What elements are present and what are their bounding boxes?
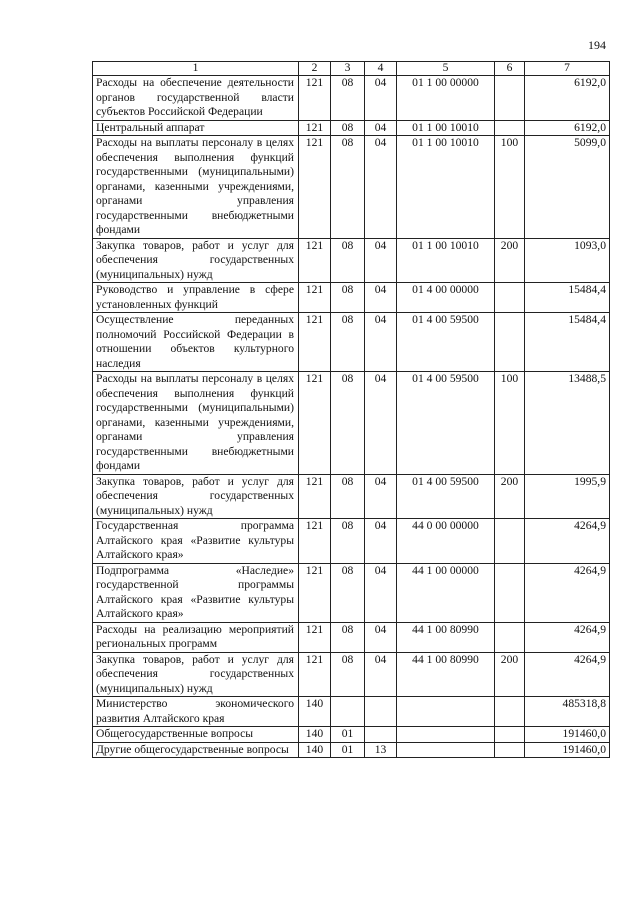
admin-code-cell: 140 xyxy=(299,727,331,743)
expense-type-cell: 200 xyxy=(495,474,525,519)
target-article-cell: 44 0 00 00000 xyxy=(397,519,495,564)
column-header-7: 7 xyxy=(525,62,610,76)
column-header-2: 2 xyxy=(299,62,331,76)
row-name-cell: Закупка товаров, работ и услуг для обеспечения государственных (муниципальных) нужд xyxy=(93,652,299,697)
target-article-cell: 01 1 00 10010 xyxy=(397,238,495,283)
admin-code-cell: 121 xyxy=(299,622,331,652)
subsection-cell: 04 xyxy=(365,519,397,564)
subsection-cell: 04 xyxy=(365,563,397,622)
admin-code-cell: 140 xyxy=(299,742,331,758)
table-row xyxy=(93,372,610,475)
subsection-cell: 04 xyxy=(365,372,397,475)
section-cell: 08 xyxy=(331,313,365,372)
table-row xyxy=(93,519,610,564)
target-article-cell: 44 1 00 80990 xyxy=(397,622,495,652)
amount-cell: 485318,8 xyxy=(525,697,610,727)
amount-cell: 6192,0 xyxy=(525,76,610,121)
section-cell: 08 xyxy=(331,372,365,475)
table-row xyxy=(93,283,610,313)
subsection-cell xyxy=(365,727,397,743)
subsection-cell: 04 xyxy=(365,652,397,697)
section-cell: 08 xyxy=(331,136,365,239)
target-article-cell xyxy=(397,697,495,727)
target-article-cell: 01 4 00 59500 xyxy=(397,474,495,519)
section-cell: 08 xyxy=(331,519,365,564)
subsection-cell: 13 xyxy=(365,742,397,758)
expense-type-cell: 200 xyxy=(495,238,525,283)
table-row xyxy=(93,474,610,519)
row-name-cell: Закупка товаров, работ и услуг для обеспечения государственных (муниципальных) нужд xyxy=(93,238,299,283)
section-cell xyxy=(331,697,365,727)
amount-cell: 4264,9 xyxy=(525,622,610,652)
column-header-1: 1 xyxy=(93,62,299,76)
target-article-cell: 44 1 00 80990 xyxy=(397,652,495,697)
subsection-cell: 04 xyxy=(365,283,397,313)
section-cell: 01 xyxy=(331,742,365,758)
expense-type-cell: 100 xyxy=(495,372,525,475)
budget-table xyxy=(92,61,610,758)
row-name-cell: Руководство и управление в сфере установленных функций xyxy=(93,283,299,313)
subsection-cell: 04 xyxy=(365,76,397,121)
subsection-cell xyxy=(365,697,397,727)
column-header-6: 6 xyxy=(495,62,525,76)
table-row xyxy=(93,76,610,121)
page-number: 194 xyxy=(588,38,606,52)
expense-type-cell xyxy=(495,519,525,564)
amount-cell: 13488,5 xyxy=(525,372,610,475)
row-name-cell: Центральный аппарат xyxy=(93,120,299,136)
section-cell: 08 xyxy=(331,622,365,652)
expense-type-cell xyxy=(495,313,525,372)
row-name-cell: Другие общегосударственные вопросы xyxy=(93,742,299,758)
admin-code-cell: 121 xyxy=(299,313,331,372)
table-row xyxy=(93,136,610,239)
row-name-cell: Общегосударственные вопросы xyxy=(93,727,299,743)
expense-type-cell xyxy=(495,120,525,136)
target-article-cell: 01 1 00 00000 xyxy=(397,76,495,121)
header-row xyxy=(93,62,610,76)
target-article-cell xyxy=(397,742,495,758)
table-row xyxy=(93,120,610,136)
subsection-cell: 04 xyxy=(365,313,397,372)
subsection-cell: 04 xyxy=(365,238,397,283)
table-row xyxy=(93,313,610,372)
expense-type-cell xyxy=(495,697,525,727)
amount-cell: 1093,0 xyxy=(525,238,610,283)
row-name-cell: Расходы на выплаты персоналу в целях обеспечения выполнения функций государственными (муниципальными) органами, казенными учреждениями, органами управления государственными внебюджетными фондами xyxy=(93,136,299,239)
admin-code-cell: 121 xyxy=(299,652,331,697)
subsection-cell: 04 xyxy=(365,622,397,652)
table-row xyxy=(93,727,610,743)
amount-cell: 6192,0 xyxy=(525,120,610,136)
expense-type-cell xyxy=(495,283,525,313)
section-cell: 08 xyxy=(331,474,365,519)
section-cell: 08 xyxy=(331,652,365,697)
section-cell: 08 xyxy=(331,563,365,622)
admin-code-cell: 121 xyxy=(299,120,331,136)
amount-cell: 1995,9 xyxy=(525,474,610,519)
target-article-cell: 01 4 00 00000 xyxy=(397,283,495,313)
expense-type-cell xyxy=(495,76,525,121)
expense-type-cell xyxy=(495,727,525,743)
column-header-5: 5 xyxy=(397,62,495,76)
column-header-3: 3 xyxy=(331,62,365,76)
amount-cell: 4264,9 xyxy=(525,652,610,697)
admin-code-cell: 140 xyxy=(299,697,331,727)
column-header-4: 4 xyxy=(365,62,397,76)
target-article-cell: 01 4 00 59500 xyxy=(397,313,495,372)
row-name-cell: Подпрограмма «Наследие» государственной программы Алтайского края «Развитие культуры Алтайского края» xyxy=(93,563,299,622)
row-name-cell: Государственная программа Алтайского края «Развитие культуры Алтайского края» xyxy=(93,519,299,564)
admin-code-cell: 121 xyxy=(299,283,331,313)
admin-code-cell: 121 xyxy=(299,474,331,519)
section-cell: 01 xyxy=(331,727,365,743)
target-article-cell: 01 4 00 59500 xyxy=(397,372,495,475)
amount-cell: 15484,4 xyxy=(525,283,610,313)
table-row xyxy=(93,238,610,283)
section-cell: 08 xyxy=(331,76,365,121)
table-row xyxy=(93,697,610,727)
amount-cell: 191460,0 xyxy=(525,727,610,743)
table-row xyxy=(93,652,610,697)
amount-cell: 4264,9 xyxy=(525,563,610,622)
amount-cell: 5099,0 xyxy=(525,136,610,239)
admin-code-cell: 121 xyxy=(299,563,331,622)
amount-cell: 15484,4 xyxy=(525,313,610,372)
admin-code-cell: 121 xyxy=(299,136,331,239)
target-article-cell: 01 1 00 10010 xyxy=(397,136,495,239)
table-row xyxy=(93,563,610,622)
row-name-cell: Расходы на выплаты персоналу в целях обеспечения выполнения функций государственными (муниципальными) органами, казенными учреждениями, органами управления государственными внебюджетными фондами xyxy=(93,372,299,475)
target-article-cell xyxy=(397,727,495,743)
subsection-cell: 04 xyxy=(365,120,397,136)
admin-code-cell: 121 xyxy=(299,76,331,121)
section-cell: 08 xyxy=(331,283,365,313)
subsection-cell: 04 xyxy=(365,474,397,519)
target-article-cell: 44 1 00 00000 xyxy=(397,563,495,622)
expense-type-cell xyxy=(495,622,525,652)
row-name-cell: Расходы на реализацию мероприятий региональных программ xyxy=(93,622,299,652)
row-name-cell: Закупка товаров, работ и услуг для обеспечения государственных (муниципальных) нужд xyxy=(93,474,299,519)
subsection-cell: 04 xyxy=(365,136,397,239)
table-row xyxy=(93,622,610,652)
section-cell: 08 xyxy=(331,238,365,283)
row-name-cell: Осуществление переданных полномочий Российской Федерации в отношении объектов культурного наследия xyxy=(93,313,299,372)
expense-type-cell xyxy=(495,563,525,622)
amount-cell: 191460,0 xyxy=(525,742,610,758)
expense-type-cell: 200 xyxy=(495,652,525,697)
row-name-cell: Расходы на обеспечение деятельности органов государственной власти субъектов Российской Федерации xyxy=(93,76,299,121)
expense-type-cell xyxy=(495,742,525,758)
section-cell: 08 xyxy=(331,120,365,136)
amount-cell: 4264,9 xyxy=(525,519,610,564)
row-name-cell: Министерство экономического развития Алтайского края xyxy=(93,697,299,727)
admin-code-cell: 121 xyxy=(299,372,331,475)
table-row xyxy=(93,742,610,758)
admin-code-cell: 121 xyxy=(299,519,331,564)
admin-code-cell: 121 xyxy=(299,238,331,283)
expense-type-cell: 100 xyxy=(495,136,525,239)
target-article-cell: 01 1 00 10010 xyxy=(397,120,495,136)
